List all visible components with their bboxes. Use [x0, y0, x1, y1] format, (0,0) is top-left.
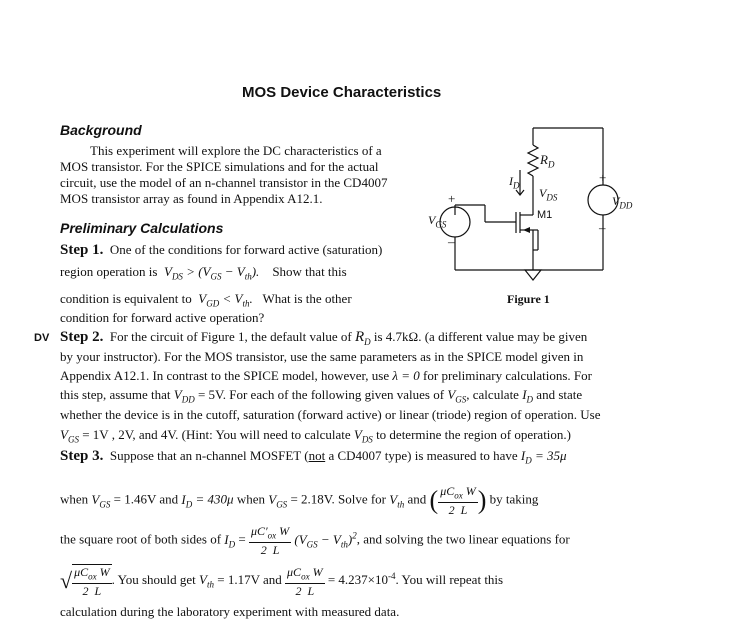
- background-heading: Background: [60, 122, 142, 138]
- page-title: MOS Device Characteristics: [242, 84, 442, 101]
- step1-line-4: condition for forward active operation?: [60, 310, 265, 325]
- vgs-minus: –: [448, 234, 455, 249]
- step2-line-5: whether the device is in the cutoff, saturation (forward active) or linear (triode) region of operation. Use: [60, 407, 601, 422]
- step2-label: Step 2.: [60, 329, 104, 345]
- background-line-1: This experiment will explore the DC characteristics of a: [90, 143, 382, 158]
- step2-line-3: Appendix A12.1. In contrast to the SPICE model, however, use λ = 0 for preliminary calculations. For: [60, 368, 592, 383]
- prelim-heading: Preliminary Calculations: [60, 220, 224, 236]
- step3-line-2: when $V_{GS} = 1.46V$ and $I_D = 430\mu$ when $V_{GS} = 2.18V$. Solve for $V_{th}$ and ( $\frac{\mu C_{ox} W}{2 L}$ ) by taking: [60, 484, 539, 518]
- step1-line-3: condition is equivalent to $V_{GD} < V_{th}$. What is the other: [60, 291, 352, 309]
- step2-line-1: Step 2. For the circuit of Figure 1, the default value of $R_D$ is 4.7kΩ. (a different value may be given: [60, 329, 588, 347]
- vgs-plus: +: [448, 191, 456, 206]
- background-line-2: MOS transistor. For the SPICE simulations and for the actual: [60, 159, 379, 174]
- step3-line-1: Step 3. Suppose that an n-channel MOSFET (not a CD4007 type) is measured to have $I_D = 35\mu$: [60, 448, 567, 466]
- m1-label: M1: [537, 209, 553, 221]
- step1-line-2: region operation is $V_{DS} > (V_{GS} - V_{th})$. Show that this: [60, 264, 347, 282]
- vdd-plus: +: [599, 170, 607, 185]
- step2-line-4: this step, assume that $V_{DD} = 5V$. For each of the following given values of $V_{GS}$, calculate $I_D$ and state: [60, 387, 583, 405]
- vgs-label: $V_{GS}$: [428, 213, 447, 230]
- vdd-minus: –: [599, 220, 606, 235]
- background-line-4: MOS transistor array as found in Appendix A12.1.: [60, 191, 323, 206]
- id-label: $I_D$: [509, 174, 520, 191]
- dv-tag: DV: [34, 332, 50, 344]
- step1-line-1: Step 1. One of the conditions for forward active (saturation): [60, 242, 383, 258]
- step3-line-3: the square root of both sides of $I_D$ = $\frac{\mu C'_{ox} W}{2 L}$ $(V_{GS} - V_{th})^2$, and solving the two linear equations for: [60, 524, 570, 558]
- step3-label: Step 3.: [60, 448, 104, 464]
- step1-label: Step 1.: [60, 242, 104, 258]
- step3-line-4: √ $\frac{\mu C_{ox} W}{2 L}$ . You should get $V_{th} = 1.17V$ and $\frac{\mu C_{ox} W}{2 L}$ = $4.237\times 10^{-4}$. You will repeat this: [60, 564, 504, 599]
- rd-label: $R_D$: [540, 152, 555, 170]
- figure-caption: Figure 1: [507, 292, 550, 306]
- step2-line-6: $V_{GS} = 1V$ , 2V, and 4V. (Hint: You will need to calculate $V_{DS}$ to determine the region of operation.): [60, 427, 571, 445]
- background-line-3: circuit, use the model of an n-channel transistor in the CD4007: [60, 175, 388, 190]
- step2-line-2: by your instructor). For the MOS transistor, use the same parameters as in the SPICE model given in: [60, 349, 584, 364]
- step3-line-5: calculation during the laboratory experiment with measured data.: [60, 604, 400, 619]
- vdd-label: $V_{DD}$: [612, 194, 633, 211]
- vds-label: $V_{DS}$: [539, 186, 558, 203]
